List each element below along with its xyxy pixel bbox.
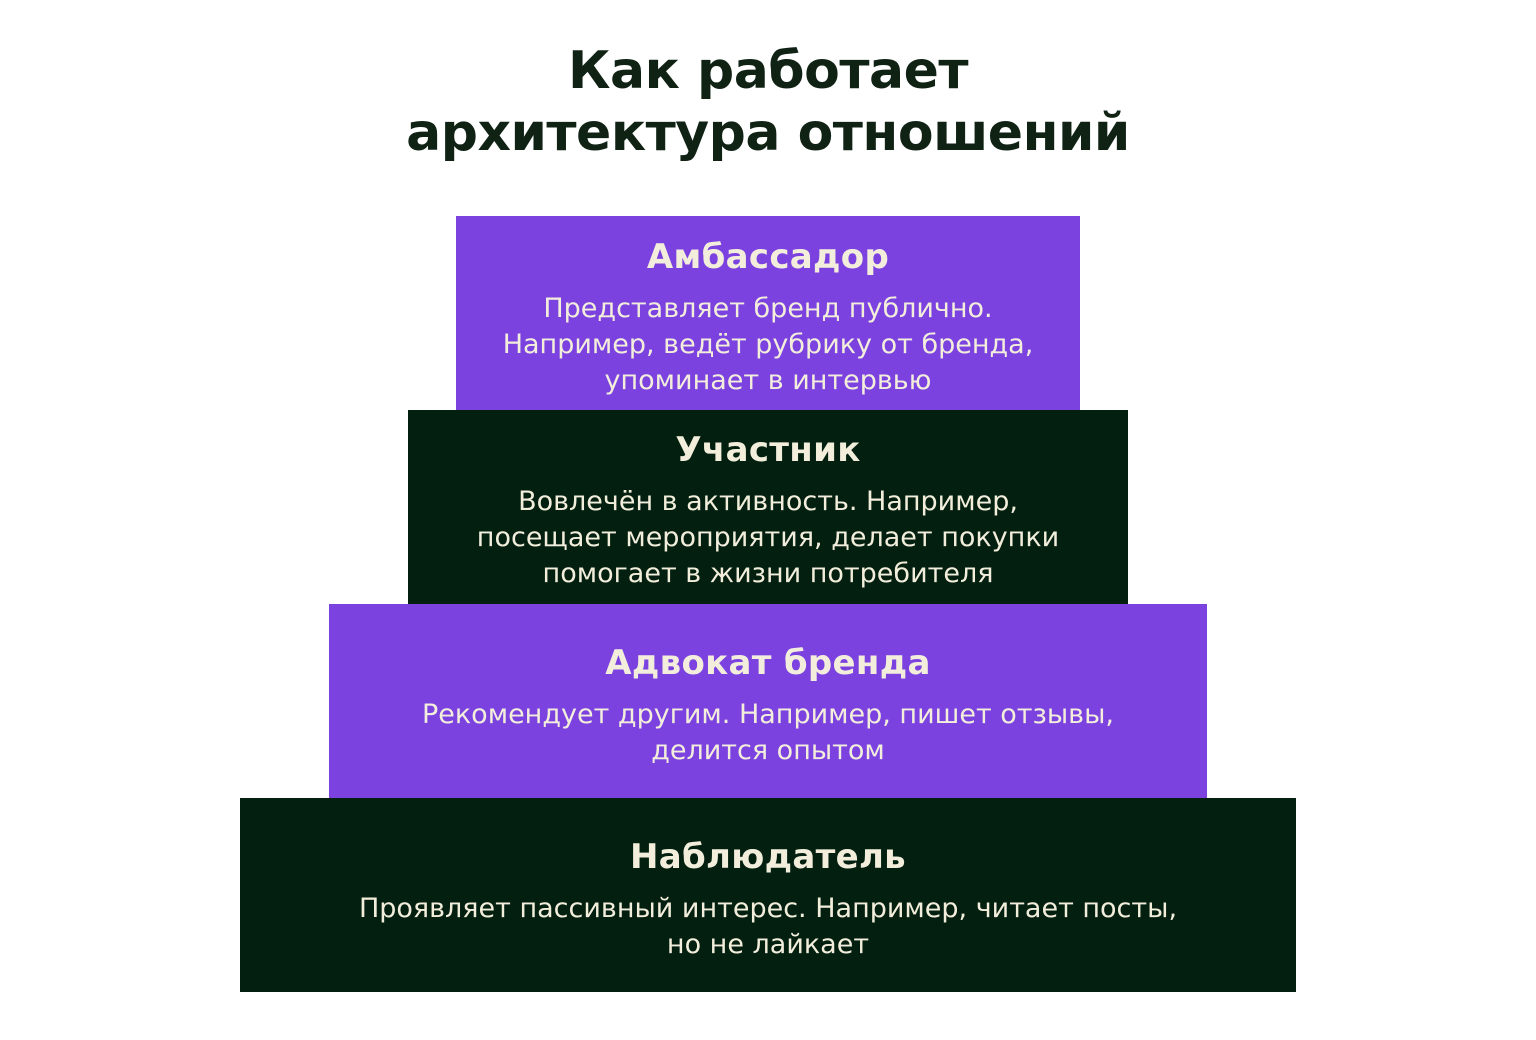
tier-description-line: но не лайкает [666,929,870,960]
pyramid-tier-observer [240,798,1296,992]
diagram-title [0,40,1536,164]
tier-description [408,484,1128,592]
tier-description-line: Представляет бренд публично. [543,293,993,324]
tier-description-line: Рекомендует другим. Например, пишет отзывы, [421,699,1114,730]
tier-description-line: делится опытом [651,735,885,766]
tier-description-line: Вовлечён в активность. Например, [518,486,1018,517]
tier-description-line: Проявляет пассивный интерес. Например, читает посты, [358,893,1178,924]
pyramid-tier-participant [408,410,1128,604]
tier-description-line: упоминает в интервью [604,365,932,396]
tier-name: Наблюдатель [630,837,906,877]
tier-description [329,697,1207,769]
tier-description [456,291,1080,399]
pyramid-tier-brand-advocate [329,604,1207,798]
title-line-2: архитектура отношений [406,103,1130,163]
tier-name: Участник [675,430,861,470]
tier-name: Адвокат бренда [605,643,931,683]
tier-description [240,891,1296,963]
pyramid-tier-ambassador [456,216,1080,410]
tier-description-line: помогает в жизни потребителя [542,558,994,589]
tier-description-line: посещает мероприятия, делает покупки [476,522,1060,553]
tier-name: Амбассадор [646,237,890,277]
title-line-1: Как работает [568,41,968,101]
tier-description-line: Например, ведёт рубрику от бренда, [502,329,1034,360]
